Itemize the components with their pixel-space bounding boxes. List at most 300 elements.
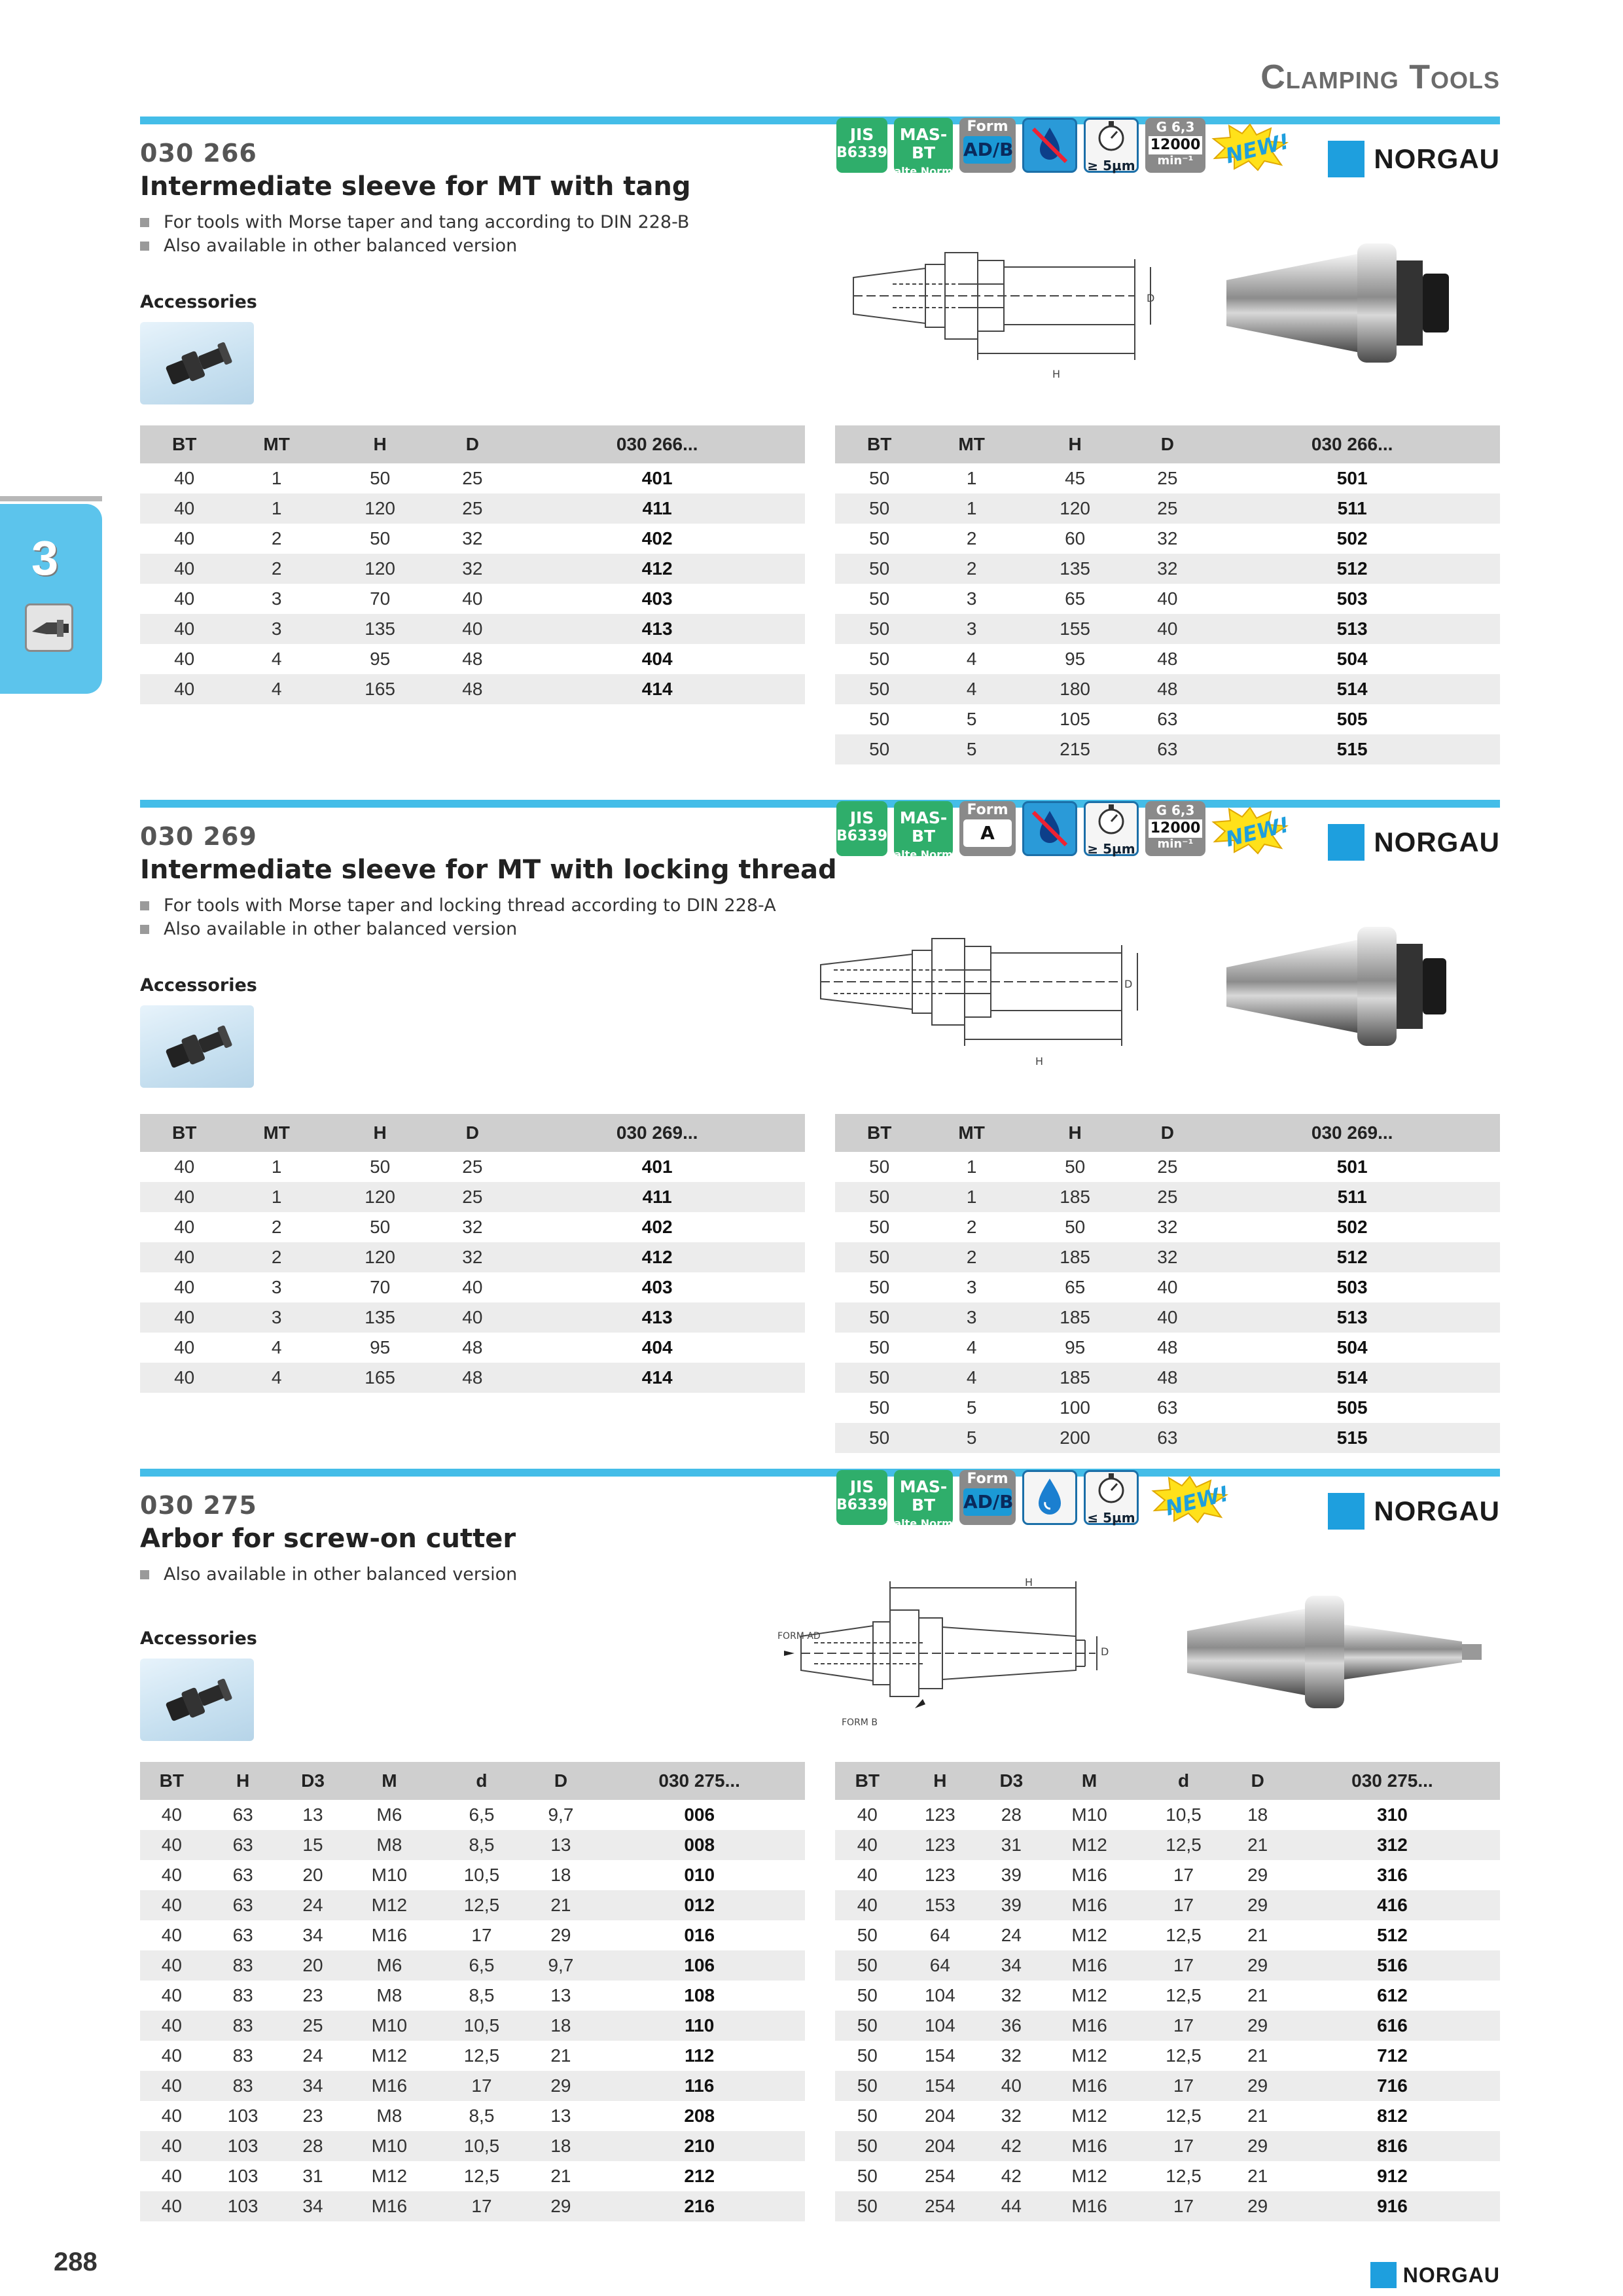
table-cell: 50 [835, 674, 923, 704]
table-row [140, 1800, 805, 1830]
table-cell: 165 [325, 1363, 435, 1393]
table-cell: 254 [900, 2191, 980, 2221]
table-row [140, 1830, 805, 1860]
table-cell: 25 [283, 2011, 344, 2041]
table-row [140, 1920, 805, 1950]
table-cell: 95 [1065, 1337, 1086, 1357]
table-row [140, 1363, 805, 1393]
table-row [140, 2131, 805, 2161]
col-header: D [435, 425, 509, 463]
table-row [835, 1920, 1500, 1950]
table-cell: 50 [869, 649, 890, 669]
table-cell: 29 [1231, 2011, 1285, 2041]
dial-gauge-icon [1086, 803, 1137, 837]
mas-label: MAS-BT [899, 808, 948, 846]
col-header: MT [228, 1114, 325, 1152]
table-cell: 20 [302, 1865, 323, 1885]
order-code-cell: 716 [1285, 2071, 1500, 2101]
table-cell: 17 [1137, 2071, 1231, 2101]
col-header: 030 269... [509, 1114, 805, 1152]
order-code-cell: 505 [1336, 709, 1368, 729]
table-cell: 50 [835, 554, 923, 584]
accessories-label: Accessories [140, 1628, 257, 1649]
table-row [140, 463, 805, 493]
table-cell: M12 [1043, 1830, 1137, 1860]
table-cell: M12 [1071, 2045, 1107, 2066]
table-row [140, 493, 805, 524]
table-cell: 40 [174, 1337, 195, 1357]
table-cell: 48 [1130, 1363, 1204, 1393]
new-label: NEW! [1162, 1480, 1232, 1521]
norgau-logo[interactable] [1328, 1492, 1500, 1530]
order-code-cell: 116 [594, 2071, 805, 2101]
table-row [835, 1860, 1500, 1890]
table-row [140, 1950, 805, 1981]
table-cell: 40 [161, 1865, 182, 1885]
chapter-number: 3 [31, 531, 59, 585]
table-row [835, 2131, 1500, 2161]
table-cell: 12,5 [1166, 1925, 1202, 1945]
col-header: D [1130, 1114, 1204, 1152]
table-cell: M12 [1071, 1985, 1107, 2005]
table-cell: 1 [228, 1182, 325, 1212]
balance-speed: 12000 [1149, 136, 1202, 154]
table-cell: 21 [1231, 1830, 1285, 1860]
table-cell: 63 [1157, 1397, 1178, 1418]
badge-row [836, 118, 1308, 177]
form-b-label: FORM B [842, 1717, 878, 1728]
col-header: BT [835, 1114, 923, 1152]
table-cell: 104 [924, 1985, 955, 2005]
table-cell: 120 [1020, 493, 1130, 524]
table-cell: 12,5 [1166, 1985, 1202, 2005]
table-cell: 103 [204, 2191, 283, 2221]
order-code-cell: 514 [1204, 674, 1500, 704]
col-header: H [204, 1762, 283, 1800]
table-cell: 32 [1130, 554, 1204, 584]
table-cell: 32 [435, 1242, 509, 1272]
table-cell: 50 [835, 614, 923, 644]
table-cell: 5 [966, 709, 977, 729]
table-cell: M8 [376, 2106, 402, 2126]
product-number: 030 266 [140, 139, 257, 168]
table-cell: 105 [1060, 709, 1090, 729]
table-row [835, 1152, 1500, 1182]
table-cell: M12 [1071, 2166, 1107, 2186]
table-cell: 40 [174, 1277, 195, 1297]
table-cell: 9,7 [528, 1950, 594, 1981]
table-cell: 50 [869, 1217, 890, 1237]
col-header: BT [140, 1762, 204, 1800]
coolant-icon [1022, 1470, 1077, 1525]
table-cell: 50 [835, 1423, 923, 1453]
table-row [835, 1212, 1500, 1242]
product-title: Intermediate sleeve for MT with tang [140, 171, 691, 202]
col-header: D3 [283, 1762, 344, 1800]
table-cell: M16 [1043, 1950, 1137, 1981]
table-cell: 135 [325, 1302, 435, 1333]
table-cell: 120 [325, 554, 435, 584]
table-cell: 165 [325, 674, 435, 704]
table-cell: 50 [835, 1363, 923, 1393]
product-section-030266 [140, 117, 1500, 764]
table-cell: 50 [835, 2131, 900, 2161]
feature-item: Also available in other balanced version [140, 1563, 517, 1587]
table-cell: 42 [980, 2131, 1043, 2161]
table-cell: M12 [343, 1890, 435, 1920]
accessory-pull-stud-image[interactable] [140, 1005, 254, 1088]
form-badge [959, 118, 1016, 173]
table-cell: 8,5 [469, 2106, 495, 2126]
table-cell: M12 [1071, 1925, 1107, 1945]
product-photo [1174, 1585, 1501, 1716]
table-cell: 40 [161, 2045, 182, 2066]
table-cell: 32 [1001, 2045, 1022, 2066]
order-code-cell: 402 [641, 1217, 673, 1237]
brand-name: NORGAU [1374, 827, 1500, 857]
table-cell: 70 [370, 1277, 391, 1297]
mas-bt-badge [894, 118, 953, 177]
dial-gauge-icon [1086, 1472, 1137, 1506]
table-cell: 48 [1130, 674, 1204, 704]
table-cell: 63 [1157, 709, 1178, 729]
table-cell: M6 [343, 1950, 435, 1981]
col-header: d [435, 1762, 527, 1800]
table-cell: 63 [204, 1830, 283, 1860]
col-header: H [900, 1762, 980, 1800]
table-cell: 64 [900, 1950, 980, 1981]
table-cell: 48 [462, 649, 483, 669]
order-code-cell: 411 [509, 493, 805, 524]
order-code-cell: 411 [509, 1182, 805, 1212]
table-cell: 83 [204, 2071, 283, 2101]
table-cell: M12 [1071, 2106, 1107, 2126]
table-row [835, 2191, 1500, 2221]
table-cell: 50 [370, 528, 391, 548]
table-cell: 204 [900, 2131, 980, 2161]
order-code-cell: 412 [509, 554, 805, 584]
table-cell: 104 [900, 2011, 980, 2041]
jis-standard: B6339 [836, 1497, 887, 1513]
table-cell: 83 [204, 1950, 283, 1981]
table-cell: 5 [923, 1423, 1020, 1453]
badge-row [836, 801, 1308, 860]
table-cell: 50 [835, 2191, 900, 2221]
accessory-pull-stud-image[interactable] [140, 322, 254, 404]
table-cell: 20 [283, 1950, 344, 1981]
feature-list [140, 894, 776, 941]
table-cell: 10,5 [463, 1865, 500, 1885]
table-cell: 63 [1130, 734, 1204, 764]
table-cell: 31 [302, 2166, 323, 2186]
table-cell: 50 [869, 1337, 890, 1357]
chapter-side-tab[interactable] [0, 504, 102, 694]
table-cell: 28 [283, 2131, 344, 2161]
product-number: 030 275 [140, 1491, 257, 1520]
col-header: H [325, 425, 435, 463]
table-cell: 13 [528, 1830, 594, 1860]
order-code-cell: 212 [684, 2166, 715, 2186]
page-number: 288 [54, 2248, 98, 2276]
table-cell: 95 [370, 649, 391, 669]
table-row [835, 1423, 1500, 1453]
table-cell: 40 [462, 1277, 483, 1297]
order-code-cell: 512 [1377, 1925, 1408, 1945]
precision-gauge-badge [1084, 1470, 1139, 1525]
table-cell: 4 [271, 1337, 282, 1357]
order-code-cell: 414 [509, 674, 805, 704]
balance-badge [1145, 801, 1205, 856]
table-cell: 135 [325, 614, 435, 644]
table-cell: 21 [1247, 2166, 1268, 2186]
brand-name: NORGAU [1374, 143, 1500, 174]
spec-table [835, 1114, 1500, 1453]
table-cell: 50 [835, 1182, 923, 1212]
table-cell: 50 [370, 1157, 391, 1177]
order-code-cell: 916 [1285, 2191, 1500, 2221]
form-label: Form [967, 1471, 1008, 1487]
order-code-cell: 404 [641, 649, 673, 669]
table-cell: M8 [376, 1985, 402, 2005]
table-cell: 48 [462, 1337, 483, 1357]
table-cell: 40 [1157, 1277, 1178, 1297]
brand-name: NORGAU [1374, 1496, 1500, 1526]
table-cell: 2 [228, 1242, 325, 1272]
table-cell: M10 [371, 1865, 408, 1885]
order-code-cell: 515 [1204, 1423, 1500, 1453]
col-header: D [435, 1114, 509, 1152]
table-cell: 40 [140, 1830, 204, 1860]
feature-item: For tools with Morse taper and locking thread according to DIN 228-A [140, 894, 776, 918]
order-code-cell: 312 [1285, 1830, 1500, 1860]
order-code-cell: 413 [509, 614, 805, 644]
order-code-cell: 912 [1377, 2166, 1408, 2186]
order-code-cell: 511 [1204, 493, 1500, 524]
brand-square-icon [1328, 141, 1364, 177]
table-cell: 40 [980, 2071, 1043, 2101]
table-cell: 40 [435, 1302, 509, 1333]
table-row [835, 1363, 1500, 1393]
order-code-cell: 412 [509, 1242, 805, 1272]
col-header: D [1231, 1762, 1285, 1800]
dim-h-label: H [1052, 368, 1061, 380]
mas-note: alte Norm [894, 848, 953, 861]
order-code-cell: 413 [509, 1302, 805, 1333]
table-cell: 17 [435, 2071, 527, 2101]
precision-value: ≤ 5µm [1087, 1510, 1135, 1526]
order-code-cell: 616 [1285, 2011, 1500, 2041]
table-row [835, 1950, 1500, 1981]
norgau-logo[interactable] [1328, 823, 1500, 861]
table-cell: 40 [161, 1804, 182, 1825]
table-cell: 34 [980, 1950, 1043, 1981]
order-code-cell: 513 [1204, 614, 1500, 644]
table-row [140, 1152, 805, 1182]
balance-grade: G 6,3 [1156, 802, 1195, 818]
dim-d-label: D [1147, 292, 1155, 304]
table-cell: 40 [140, 614, 228, 644]
table-cell: M16 [371, 1925, 408, 1945]
table-cell: 12,5 [435, 1890, 527, 1920]
table-cell: 10,5 [435, 2011, 527, 2041]
table-cell: 50 [835, 2071, 900, 2101]
table-cell: 17 [1137, 2131, 1231, 2161]
table-cell: 32 [1001, 2106, 1022, 2126]
table-cell: 40 [174, 1157, 195, 1177]
table-cell: 50 [835, 2011, 900, 2041]
table-row [835, 1242, 1500, 1272]
col-header: D [1130, 425, 1204, 463]
table-row [835, 674, 1500, 704]
table-cell: 4 [228, 1363, 325, 1393]
order-code-cell: 006 [684, 1804, 715, 1825]
table-cell: 44 [980, 2191, 1043, 2221]
table-row [835, 2011, 1500, 2041]
table-cell: 40 [174, 528, 195, 548]
table-row [140, 644, 805, 674]
brand-square-icon [1370, 2262, 1397, 2288]
order-code-cell: 401 [641, 468, 673, 488]
precision-gauge-badge [1084, 118, 1139, 173]
table-cell: 153 [900, 1890, 980, 1920]
table-cell: 40 [857, 1804, 878, 1825]
table-cell: 18 [550, 1865, 571, 1885]
norgau-logo[interactable] [1328, 140, 1500, 178]
col-header: MT [923, 425, 1020, 463]
table-cell: 48 [435, 1363, 509, 1393]
table-cell: 2 [966, 1217, 977, 1237]
table-row [140, 2161, 805, 2191]
order-code-cell: 110 [594, 2011, 805, 2041]
balance-unit: min⁻¹ [1157, 154, 1194, 168]
table-cell: 4 [228, 674, 325, 704]
col-header: 030 266... [1204, 425, 1500, 463]
table-cell: 32 [1001, 1985, 1022, 2005]
table-cell: 31 [980, 1830, 1043, 1860]
mas-bt-badge [894, 801, 953, 861]
table-row [140, 2011, 805, 2041]
table-row [140, 674, 805, 704]
order-code-cell: 512 [1204, 554, 1500, 584]
table-cell: 63 [232, 1865, 253, 1885]
table-row [140, 584, 805, 614]
table-cell: 40 [140, 493, 228, 524]
order-code-cell: 210 [594, 2131, 805, 2161]
table-cell: 36 [980, 2011, 1043, 2041]
spec-table [140, 425, 805, 704]
product-number: 030 269 [140, 822, 257, 851]
table-cell: 29 [1231, 2131, 1285, 2161]
table-cell: 50 [869, 709, 890, 729]
table-cell: 50 [835, 1950, 900, 1981]
table-cell: 40 [1130, 1302, 1204, 1333]
table-cell: 3 [923, 614, 1020, 644]
col-header: 030 275... [594, 1762, 805, 1800]
table-cell: 200 [1020, 1423, 1130, 1453]
table-cell: 25 [462, 468, 483, 488]
table-cell: 25 [1130, 1182, 1204, 1212]
badge-row [836, 1470, 1308, 1529]
table-cell: 95 [370, 1337, 391, 1357]
table-row [835, 2041, 1500, 2071]
table-cell: 40 [140, 1182, 228, 1212]
table-cell: 4 [966, 649, 977, 669]
new-label: NEW! [1222, 812, 1292, 852]
order-code-cell: 216 [594, 2191, 805, 2221]
table-cell: 13 [302, 1804, 323, 1825]
table-row [835, 493, 1500, 524]
order-code-cell: 016 [684, 1925, 715, 1945]
table-cell: 40 [835, 1890, 900, 1920]
table-cell: 12,5 [1166, 2166, 1202, 2186]
jis-label: JIS [849, 808, 874, 827]
table-cell: 40 [174, 588, 195, 609]
table-cell: 50 [835, 1302, 923, 1333]
jis-badge [836, 118, 887, 173]
accessory-pull-stud-image[interactable] [140, 1659, 254, 1741]
table-cell: 3 [966, 588, 977, 609]
table-cell: 32 [435, 554, 509, 584]
table-row [835, 704, 1500, 734]
table-row [835, 1393, 1500, 1423]
table-cell: 123 [900, 1830, 980, 1860]
table-cell: 13 [550, 1985, 571, 2005]
table-cell: 40 [835, 1830, 900, 1860]
table-cell: M10 [343, 2011, 435, 2041]
table-cell: 40 [161, 2166, 182, 2186]
table-cell: 185 [1020, 1363, 1130, 1393]
jis-label: JIS [849, 1477, 874, 1496]
col-header: 030 269... [1204, 1114, 1500, 1152]
order-code-cell: 414 [509, 1363, 805, 1393]
table-cell: 215 [1020, 734, 1130, 764]
table-row [835, 2071, 1500, 2101]
balance-speed: 12000 [1149, 819, 1202, 838]
table-cell: 40 [140, 1363, 228, 1393]
table-cell: 1 [923, 1182, 1020, 1212]
form-badge [959, 801, 1016, 856]
order-code-cell: 310 [1377, 1804, 1408, 1825]
table-cell: 34 [283, 2071, 344, 2101]
footer-norgau-logo[interactable] [1370, 2262, 1500, 2288]
table-cell: 180 [1020, 674, 1130, 704]
col-header: H [325, 1114, 435, 1152]
table-cell: M16 [1043, 2131, 1137, 2161]
order-code-cell: 316 [1377, 1865, 1408, 1885]
table-cell: 5 [966, 1397, 977, 1418]
order-code-cell: 112 [685, 2045, 715, 2066]
table-cell: 3 [923, 1302, 1020, 1333]
table-cell: 103 [227, 2106, 259, 2126]
balance-unit: min⁻¹ [1157, 837, 1194, 851]
table-row [835, 1272, 1500, 1302]
table-row [140, 2191, 805, 2221]
table-row [835, 734, 1500, 764]
table-cell: 29 [1247, 1865, 1268, 1885]
table-cell: 17 [1137, 2191, 1231, 2221]
order-code-cell: 504 [1336, 1337, 1368, 1357]
table-cell: 3 [228, 614, 325, 644]
table-cell: 24 [283, 1890, 344, 1920]
table-cell: 64 [929, 1925, 950, 1945]
table-cell: 25 [435, 493, 509, 524]
table-cell: 50 [857, 1925, 878, 1945]
table-row [140, 2101, 805, 2131]
precision-value: ≥ 5µm [1087, 841, 1135, 857]
product-photo [1213, 911, 1475, 1055]
order-code-cell: 513 [1204, 1302, 1500, 1333]
table-cell: 40 [174, 649, 195, 669]
